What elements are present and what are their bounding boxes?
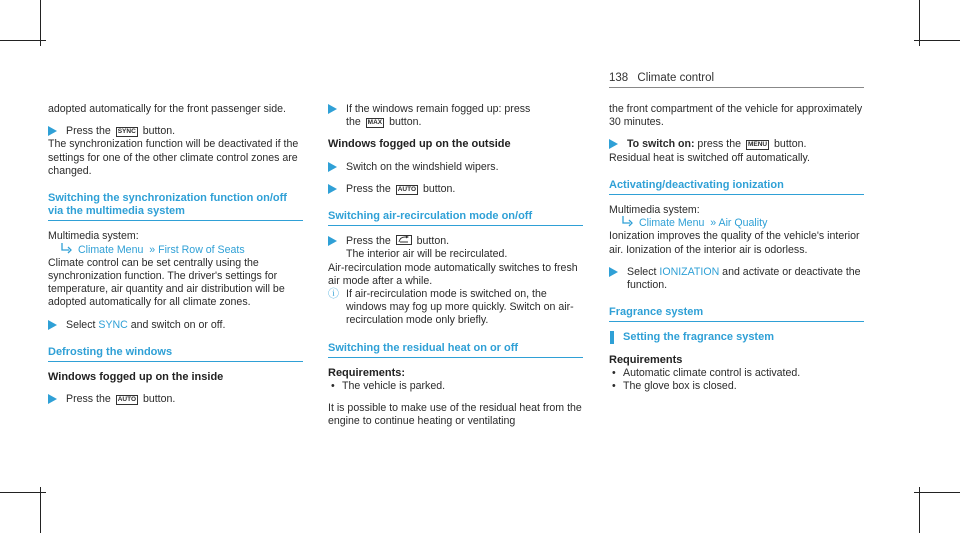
menu-item-link: IONIZATION — [659, 265, 720, 278]
instruction-step: Press the SYNC button. — [48, 125, 303, 138]
crop-mark — [0, 492, 46, 493]
auto-button-icon: AUTO — [117, 396, 137, 404]
note: ⓘ If air-recirculation mode is switched on, the windows may fog up more quickly. Switch on air-recirculation mode only briefly. — [328, 288, 574, 327]
column-2 — [328, 103, 583, 429]
section-heading: Defrosting the windows — [48, 346, 303, 362]
multimedia-label: Multimedia system: — [48, 230, 139, 243]
multimedia-label: Multimedia system: — [609, 204, 700, 217]
instruction-step: Press the button. The interior air will be recirculated. — [328, 235, 583, 261]
page-header — [609, 72, 714, 84]
crop-mark — [914, 492, 960, 493]
double-chevron-icon: » — [149, 243, 156, 256]
list-item: • The glove box is closed. — [609, 380, 864, 393]
step-arrow-icon — [48, 320, 57, 330]
requirements-label: Requirements — [609, 353, 683, 366]
instruction-step: If the windows remain fogged up: press the MAX button. — [328, 103, 583, 129]
section-heading: Switching the synchronization function on/off via the multimedia system — [48, 192, 303, 221]
column-1 — [48, 103, 303, 406]
paragraph: adopted automatically for the front passenger side. — [48, 103, 286, 115]
list-item: • Automatic climate control is activated. — [609, 367, 864, 380]
instruction-step: Switch on the windshield wipers. — [328, 161, 583, 174]
crop-mark — [40, 487, 41, 533]
paragraph: Air-recirculation mode automatically switches to fresh air mode after a while. — [328, 261, 578, 287]
chapter-title: Climate control — [637, 72, 715, 84]
recirculation-button-icon — [396, 235, 412, 245]
section-heading: Activating/deactivating ionization — [609, 179, 864, 195]
menu-item-link: SYNC — [98, 318, 128, 331]
section-heading: Switching the residual heat on or off — [328, 342, 583, 358]
menu-path: Climate Menu » First Row of Seats — [48, 244, 303, 257]
menu-button-icon: MENU — [747, 141, 768, 149]
column-3 — [609, 103, 864, 393]
step-arrow-icon — [328, 184, 337, 194]
subheading: Windows fogged up on the inside — [48, 371, 224, 384]
sync-button-icon: SYNC — [117, 128, 136, 136]
crop-mark — [919, 487, 920, 533]
instruction-step: Select IONIZATION and activate or deactivate the function. — [609, 266, 864, 292]
paragraph: Ionization improves the quality of the vehicle's interior air. Ionization of the interior air is odorless. — [609, 230, 860, 256]
max-defrost-button-icon: MAX — [367, 119, 383, 127]
step-arrow-icon — [48, 126, 57, 136]
paragraph: The synchronization function will be deactivated if the settings for one of the other climate control zones are changed. — [48, 138, 299, 177]
subsection-heading: Setting the fragrance system — [609, 331, 864, 344]
step-arrow-icon — [328, 104, 337, 114]
step-arrow-icon — [328, 236, 337, 246]
section-heading: Fragrance system — [609, 306, 864, 322]
crop-mark — [0, 40, 46, 41]
menu-path: Climate Menu » Air Quality — [609, 217, 864, 230]
paragraph: the front compartment of the vehicle for approximately 30 minutes. — [609, 103, 863, 129]
info-icon: ⓘ — [328, 288, 339, 301]
requirements-label: Requirements: — [328, 366, 406, 379]
menu-path-arrow-icon — [60, 243, 72, 255]
instruction-step: Select SYNC and switch on or off. — [48, 319, 303, 332]
instruction-step: Press the AUTO button. — [48, 393, 303, 406]
auto-button-icon: AUTO — [397, 185, 417, 193]
list-item: • The vehicle is parked. — [328, 380, 583, 393]
step-arrow-icon — [328, 162, 337, 172]
step-arrow-icon — [609, 267, 618, 277]
step-arrow-icon — [48, 394, 57, 404]
menu-path-arrow-icon — [621, 216, 633, 228]
paragraph: It is possible to make use of the residual heat from the engine to continue heating or ventilating — [328, 402, 582, 428]
crop-mark — [914, 40, 960, 41]
header-rule — [609, 87, 864, 88]
instruction-step: To switch on: press the MENU button. — [609, 138, 864, 151]
instruction-step: Press the AUTO button. — [328, 183, 583, 196]
paragraph: Climate control can be set centrally using the synchronization function. The driver's settings for temperature, air quantity and air distribution will be adopted automatically for all climate zones. — [48, 256, 285, 309]
step-arrow-icon — [609, 139, 618, 149]
subheading: Windows fogged up on the outside — [328, 138, 511, 151]
paragraph: Residual heat is switched off automatically. — [609, 151, 810, 164]
page-number: 138 — [609, 72, 629, 84]
section-heading: Switching air-recirculation mode on/off — [328, 210, 583, 226]
double-chevron-icon: » — [710, 217, 717, 230]
